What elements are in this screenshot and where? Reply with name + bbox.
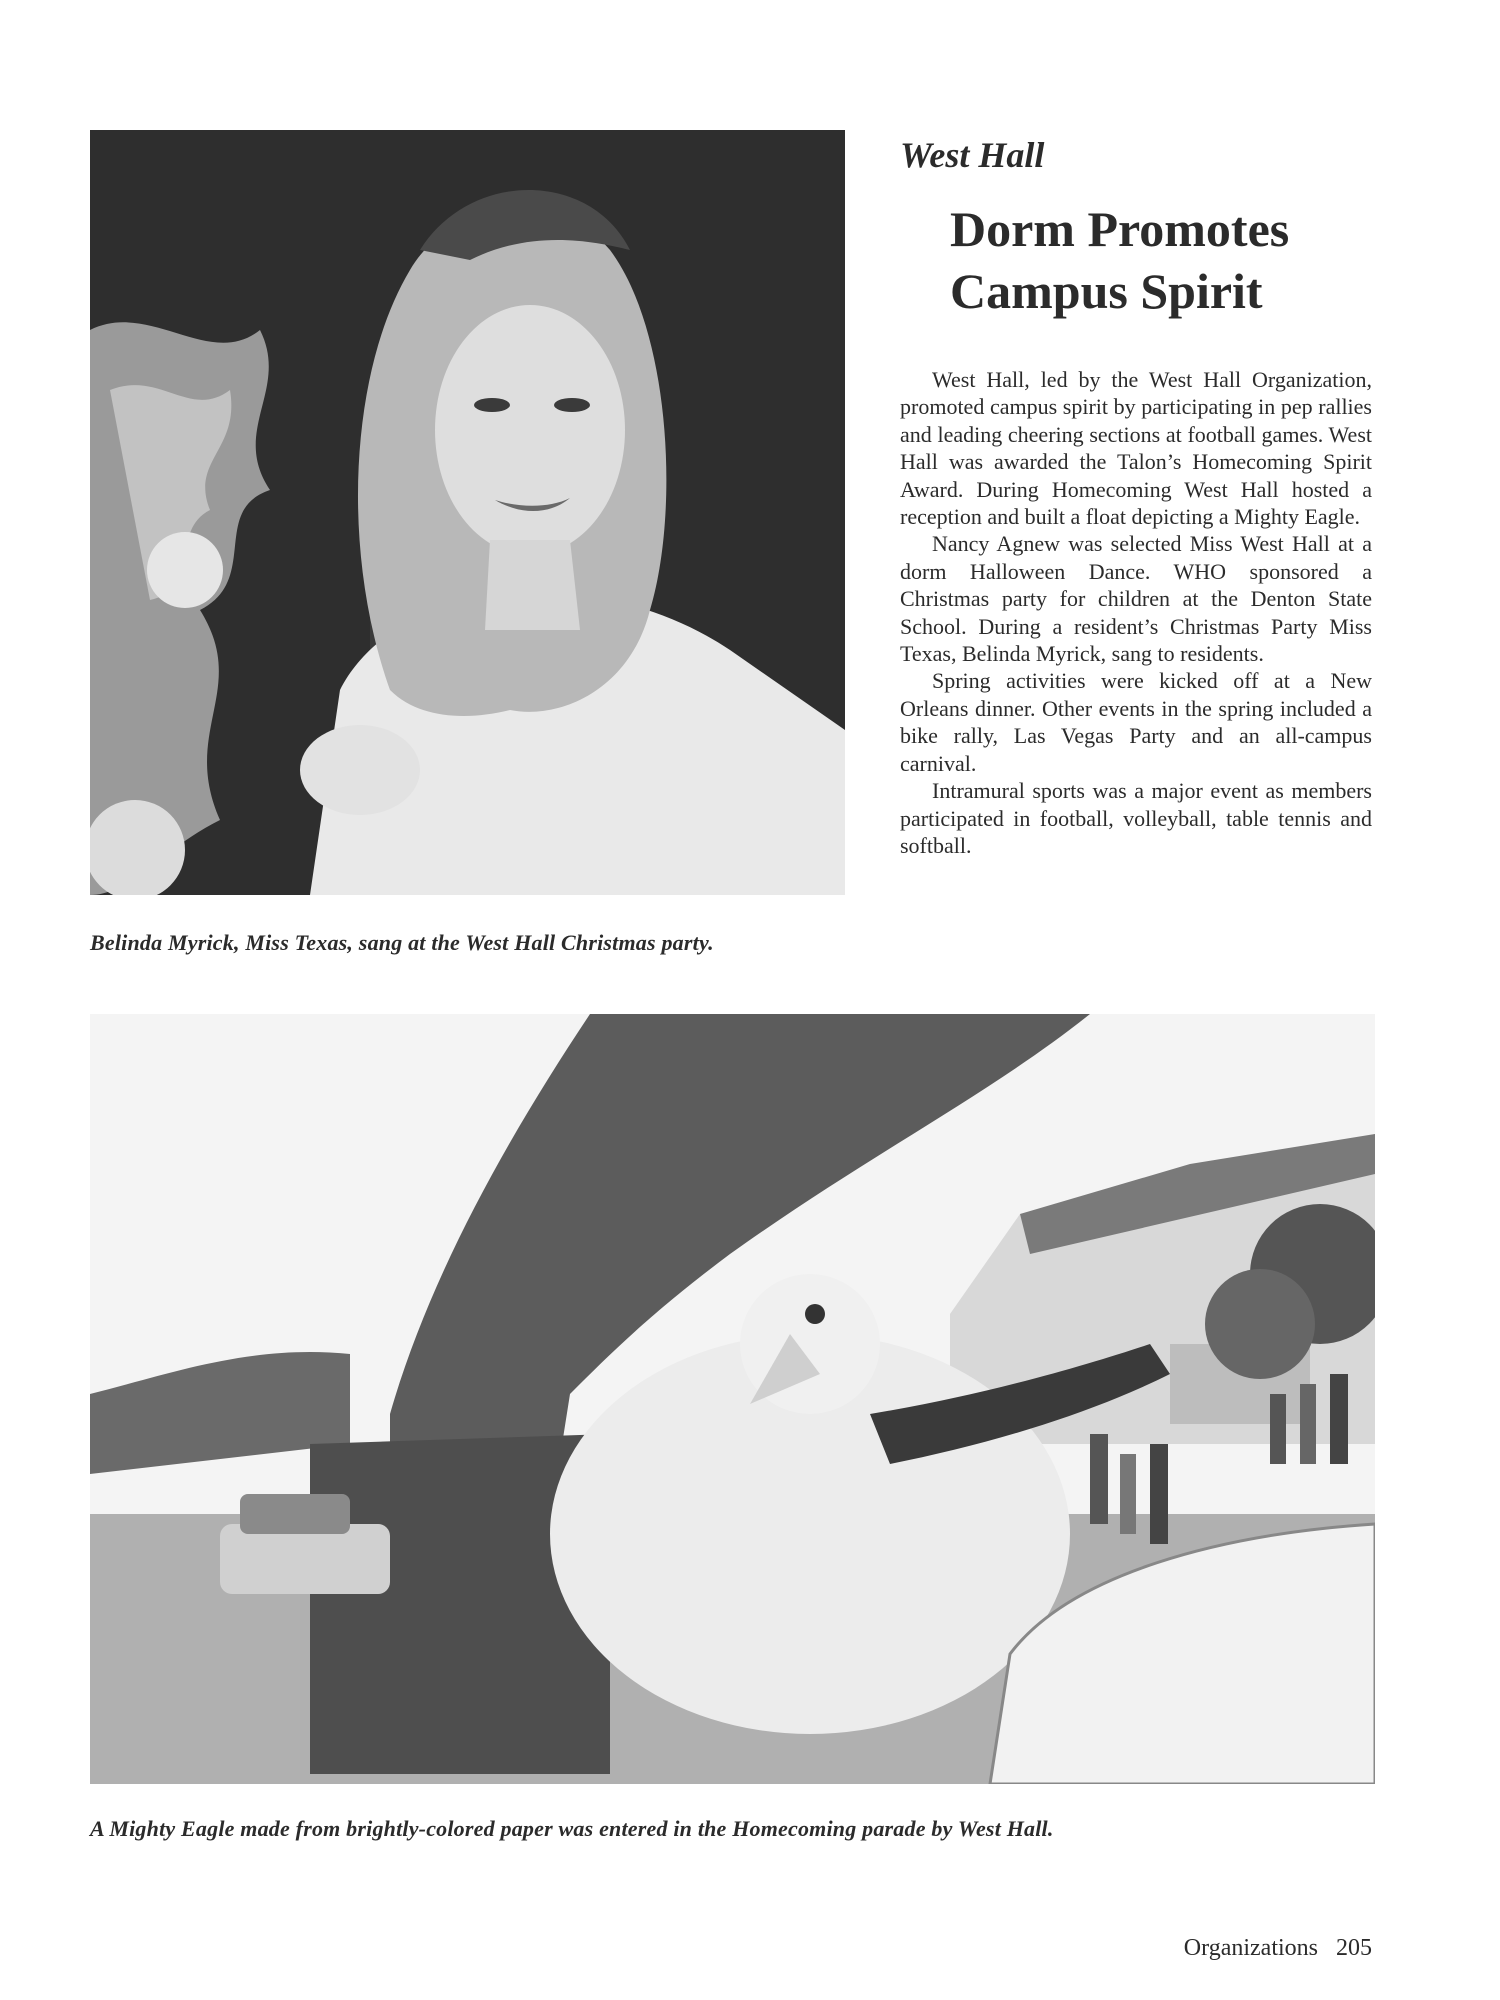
photo-belinda-myrick — [90, 130, 845, 895]
portrait-illustration — [90, 130, 845, 895]
headline-line-2: Campus Spirit — [950, 263, 1263, 319]
footer-section: Organizations — [1183, 1935, 1318, 1961]
article-paragraph: Nancy Agnew was selected Miss West Hall at a dorm Halloween Dance. WHO sponsored a Christmas party for children at the Denton State School. During a resident’s Christmas Party Miss Texas, Belinda Myrick, sang to residents. — [900, 531, 1372, 667]
page-number: 205 — [1336, 1935, 1372, 1961]
headline-line-1: Dorm Promotes — [950, 201, 1290, 257]
article-paragraph: Intramural sports was a major event as members participated in football, volleyball, table tennis and softball. — [900, 778, 1372, 858]
article-paragraph: West Hall, led by the West Hall Organization, promoted campus spirit by participating in pep rallies and leading cheering sections at football games. West Hall was awarded the Talon’s Homecoming Spirit Award. During Homecoming West Hall hosted a reception and built a float depicting a Mighty Eagle. — [900, 367, 1372, 530]
page-footer — [1184, 1935, 1372, 1962]
photo-eagle-float — [90, 1014, 1375, 1784]
article-body — [900, 366, 1372, 859]
photo-caption-bottom: A Mighty Eagle made from brightly-colored paper was entered in the Homecoming parade by West Hall. — [90, 1816, 1054, 1841]
headline — [950, 198, 1289, 322]
photo-caption-top: Belinda Myrick, Miss Texas, sang at the West Hall Christmas party. — [90, 930, 714, 955]
article-paragraph: Spring activities were kicked off at a New Orleans dinner. Other events in the spring included a bike rally, Las Vegas Party and an all-campus carnival. — [900, 668, 1372, 776]
parade-illustration — [90, 1014, 1375, 1784]
section-label: West Hall — [900, 135, 1045, 175]
